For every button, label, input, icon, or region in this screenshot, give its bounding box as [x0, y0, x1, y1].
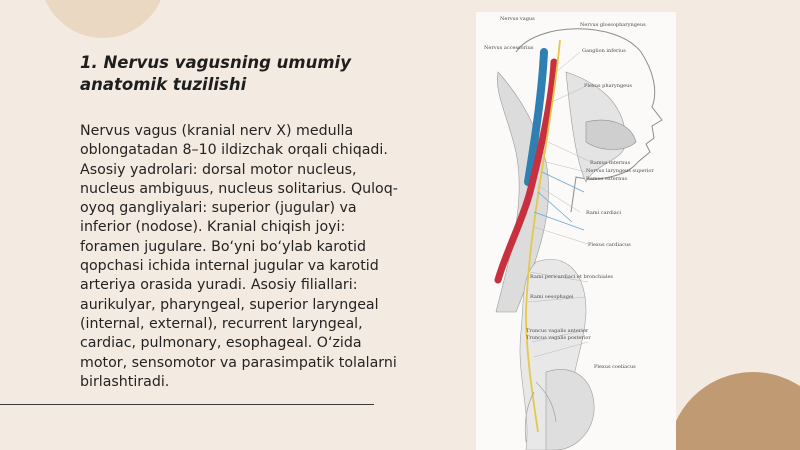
slide-body-text: Nervus vagus (kranial nerv X) medulla oblongatadan 8–10 ildizchak orqali chiqadi. Asosiy yadrolari: dorsal motor nucleus, nucleus ambiguus, nucleus solitarius. Quloq- oyoq gangliyalari: superior (jugular) va inferior (nodose). Kranial chiqish joyi: foramen jugulare. Bo‘yni bo‘ylab karotid qopchasi ichida internal jugular va karotid arteriya orasida yuradi. Asosiy filiallari: aurikulyar, pharyngeal, superior laryngeal (internal, external), recurrent laryngeal, cardiac, pulmonary, esophageal. O‘zida motor, sensomotor va parasimpatik tolalarni birlashtiradi.: [80, 123, 398, 390]
figure-label-truncus-posterior: Truncus vagalis posterior: [526, 335, 591, 341]
figure-label-ramus-internus: Ramus internus: [590, 160, 631, 166]
divider-line: [0, 404, 374, 405]
figure-label-laryngeus-superior: Nervus laryngeus superior: [586, 168, 654, 174]
figure-label-ramus-externus: Ramus externus: [586, 176, 628, 182]
vagus-nerve-illustration: [476, 12, 676, 450]
decorative-circle-top: [40, 0, 166, 38]
anatomy-drawing: [476, 12, 676, 450]
larynx-structures: [586, 120, 636, 149]
figure-label-rami-cardiaci: Rami cardiaci: [586, 210, 622, 216]
figure-label-accessorius: Nervus accessorius: [484, 45, 534, 51]
figure-label-truncus-anterior: Truncus vagalis anterior: [526, 328, 589, 334]
figure-label-nervus-vagus: Nervus vagus: [500, 16, 535, 22]
slide-title: 1. Nervus vagusning umumiy anatomik tuzilishi: [80, 53, 351, 94]
figure-label-plexus-coeliacus: Plexus coeliacus: [594, 364, 636, 370]
figure-label-rami-oesophagei: Rami oesophagei: [530, 294, 574, 300]
figure-label-ganglion-inferius: Ganglion inferius: [582, 48, 626, 54]
figure-label-plexus-cardiacus: Plexus cardiacus: [588, 242, 631, 248]
figure-label-glossopharyngeus: Nervus glossopharyngeus: [580, 22, 646, 28]
figure-label-rami-pericardiaci: Rami pericardiaci et bronchiales: [530, 274, 613, 280]
decorative-circle-bottom: [668, 372, 800, 450]
figure-label-plexus-pharyngeus: Plexus pharyngeus: [584, 83, 632, 89]
